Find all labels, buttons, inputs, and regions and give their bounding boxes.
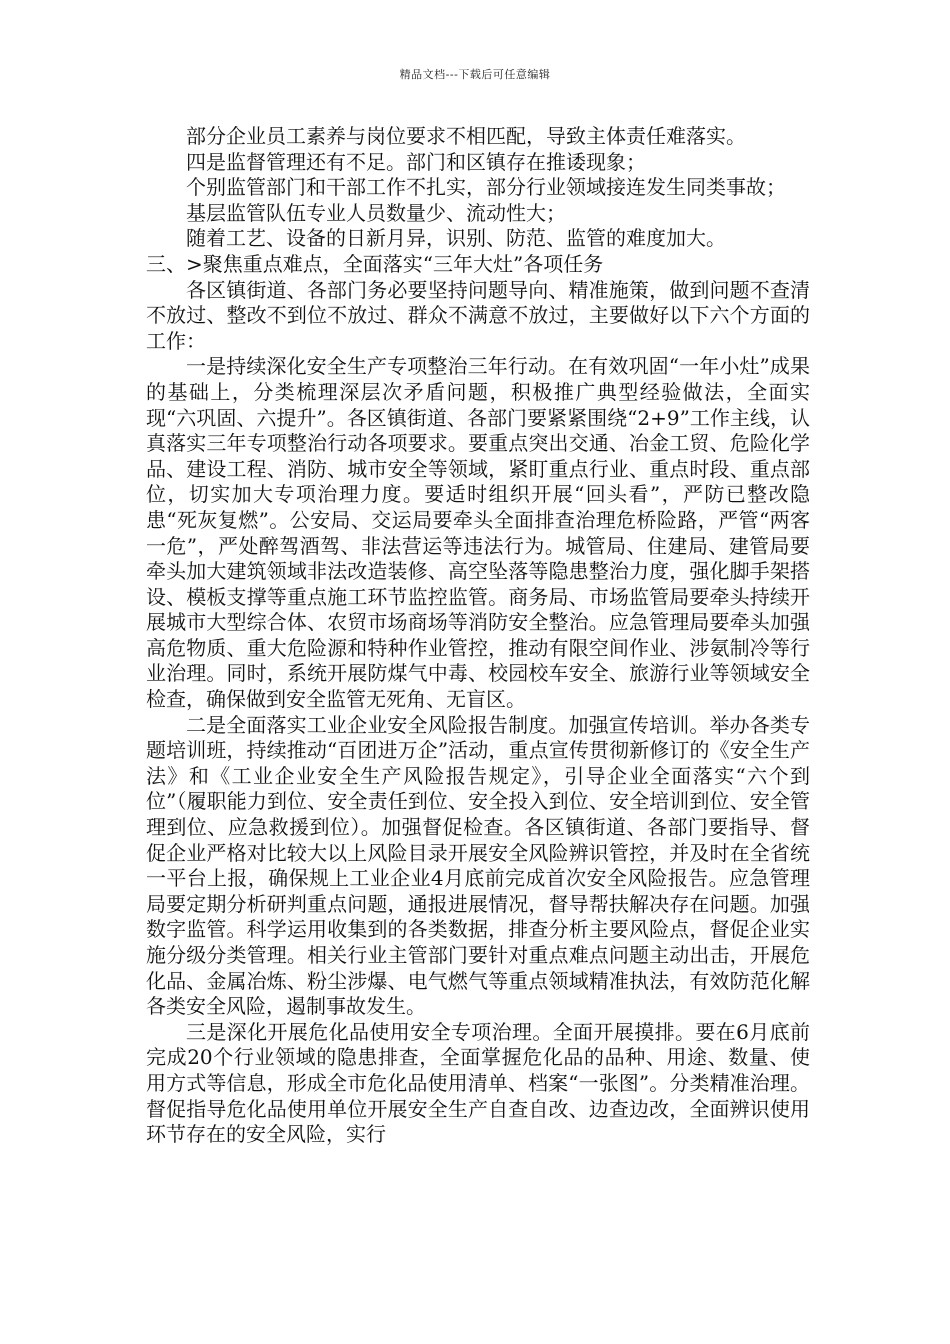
section-heading: 三、>聚焦重点难点，全面落实“三年大灶”各项任务 [146, 251, 604, 276]
paragraph: 三是深化开展危化品使用安全专项治理。全面开展摸排。要在6月底前完成20个行业领域的隐患排查，全面掌握危化品的品种、用途、数量、使用方式等信息，形成全市危化品使用清单、档案“一张图”。分类精准治理。督促指导危化品使用单位开展安全生产自查自改、边查边改，全面辨识使用环节存在的安全风险，实行 [146, 1019, 810, 1147]
paragraph: 各区镇街道、各部门务必要坚持问题导向、精准施策，做到问题不查清不放过、整改不到位不放过、群众不满意不放过，主要做好以下六个方面的工作： [146, 277, 810, 353]
paragraph: 一是持续深化安全生产专项整治三年行动。在有效巩固“一年小灶”成果的基础上，分类梳理深层次矛盾问题，积极推广典型经验做法，全面实现“六巩固、六提升”。各区镇街道、各部门要紧紧围绕“2+9”工作主线，认真落实三年专项整治行动各项要求。要重点突出交通、冶金工贸、危险化学品、建设工程、消防、城市安全等领域，紧盯重点行业、重点时段、重点部位，切实加大专项治理力度。要适时组织开展“回头看”，严防已整改隐患“死灰复燃”。公安局、交运局要牵头全面排查治理危桥险路，严管“两客一危”，严处醉驾酒驾、非法营运等违法行为。城管局、住建局、建管局要牵头加大建筑领域非法改造装修、高空坠落等隐患整治力度，强化脚手架搭设、模板支撑等重点施工环节监控监管。商务局、市场监管局要牵头持续开展城市大型综合体、农贸市场商场等消防安全整治。应急管理局要牵头加强高危物质、重大危险源和特种作业管控，推动有限空间作业、涉氨制冷等行业治理。同时，系统开展防煤气中毒、校园校车安全、旅游行业等领域安全检查，确保做到安全监管无死角、无盲区。 [146, 354, 810, 712]
paragraph: 二是全面落实工业企业安全风险报告制度。加强宣传培训。举办各类专题培训班，持续推动“百团进万企”活动，重点宣传贯彻新修订的《安全生产法》和《工业企业安全生产风险报告规定》，引导企业全面落实“六个到位”（履职能力到位、安全责任到位、安全投入到位、安全培训到位、安全管理到位、应急救援到位）。加强督促检查。各区镇街道、各部门要指导、督促企业严格对比较大以上风险目录开展安全风险辨识管控，并及时在全省统一平台上报，确保规上工业企业4月底前完成首次安全风险报告。应急管理局要定期分析研判重点问题，通报进展情况，督导帮扶解决存在问题。加强数字监管。科学运用收集到的各类数据，排查分析主要风险点，督促企业实施分级分类管理。相关行业主管部门要针对重点难点问题主动出击，开展危化品、金属冶炼、粉尘涉爆、电气燃气等重点领域精准执法，有效防范化解各类安全风险，遏制事故发生。 [146, 712, 810, 1019]
page-header: 精品文档---下载后可任意编辑 [399, 68, 551, 81]
paragraph: 个别监管部门和干部工作不扎实，部分行业领域接连发生同类事故； [186, 175, 786, 200]
paragraph: 基层监管队伍专业人员数量少、流动性大； [186, 200, 566, 225]
paragraph: 四是监督管理还有不足。部门和区镇存在推诿现象； [186, 149, 646, 174]
document-body [146, 124, 810, 1148]
paragraph: 部分企业员工素养与岗位要求不相匹配，导致主体责任难落实。 [186, 124, 746, 148]
paragraph: 随着工艺、设备的日新月异，识别、防范、监管的难度加大。 [186, 226, 726, 251]
